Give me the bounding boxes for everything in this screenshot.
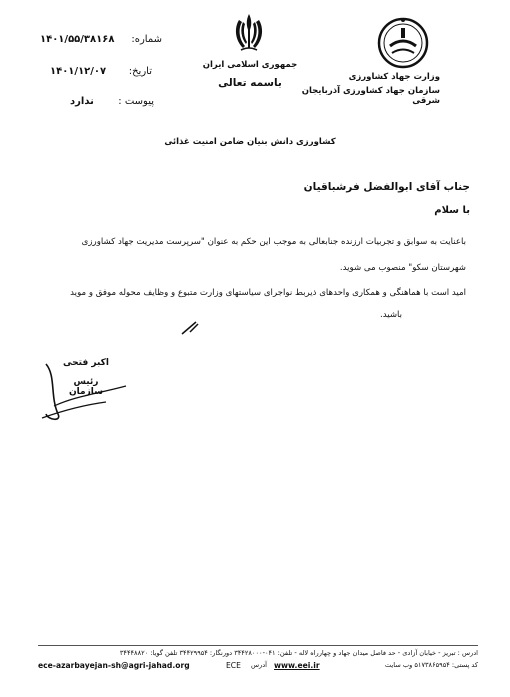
ministry-label: وزارت جهاد کشاورزی (348, 72, 440, 82)
letter-number-label: شماره: (131, 34, 162, 45)
letter-attachment-label: پیوست : (118, 96, 154, 107)
signature-flourish-icon (180, 318, 200, 336)
slogan-heading: کشاورزی دانش بنیان ضامن امنیت غذائی (164, 137, 336, 147)
footer-website: www.eei.ir (274, 661, 320, 670)
signer-title: رئیس سازمان (68, 377, 104, 397)
signer-name: اکبر فتحی (63, 358, 109, 368)
iran-emblem-icon (225, 8, 273, 56)
paragraph-2-line-1: امید است با هماهنگی و همکاری واحدهای ذیربط نواجرای سیاستهای وزارت متبوع و وظایف محوله موفق و موید (70, 288, 466, 298)
footer-portal-prefix: آدرس (251, 661, 268, 669)
letter-date-value: ۱۴۰۱/۱۲/۰۷ (50, 66, 107, 77)
letter-number-value: ۱۴۰۱/۵۵/۳۸۱۶۸ (40, 34, 115, 45)
paragraph-2-line-2: باشید. (380, 310, 403, 320)
organization-label: سازمان جهاد کشاورزی آذربایجان شرقی (301, 86, 440, 106)
recipient-line: جناب آقای ابوالفضل فرشباقیان (303, 181, 470, 193)
footer-contact-row (38, 661, 478, 673)
paragraph-1-line-1: باعنایت به سوابق و تجربیات ارزنده جنابعالی به موجب این حکم به عنوان "سرپرست مدیریت جهاد کشاورزی (81, 237, 466, 247)
footer-divider (38, 645, 478, 646)
footer-email: ece-azarbayejan-sh@agri-jahad.org (38, 661, 190, 670)
paragraph-1-line-2: شهرستان سکو" منصوب می شوید. (339, 263, 466, 273)
jihad-agriculture-logo-icon (376, 16, 430, 70)
republic-label: جمهوری اسلامی ایران (202, 60, 298, 70)
letter-date-label: تاریخ: (128, 66, 152, 77)
footer-address: ادرس : تبریز - خیابان آزادی - حد فاصل میدان جهاد و چهارراه لاله - تلفن: ۰۴۱-۳۴۴۲۸۰۰۰ دورنگار: ۳۴۴۲۹۹۵۴ تلفن گویا: ۳۴۴۴۸۸۲۰ (119, 649, 478, 657)
greeting-line: با سلام (434, 205, 470, 216)
letter-attachment-value: ندارد (70, 96, 94, 107)
footer-portal-code: ECE (226, 661, 241, 670)
footer-postal: کد پستی: ۵۱۷۳۸۶۵۹۵۴ وب سایت (384, 661, 478, 669)
bismillah-label: باسمه تعالی (218, 77, 282, 89)
